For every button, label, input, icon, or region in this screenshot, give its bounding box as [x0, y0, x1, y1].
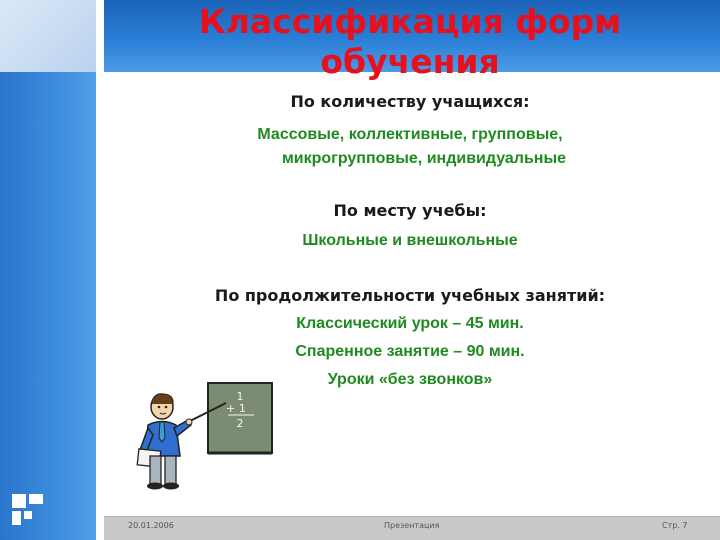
square-1 — [12, 494, 26, 508]
decorative-squares — [12, 494, 44, 526]
section-text-duration-line2: Спаренное занятие – 90 мин. — [295, 343, 525, 360]
section-heading-duration: По продолжительности учебных занятий: — [214, 286, 606, 305]
section-text-place: Школьные и внешкольные — [302, 232, 518, 249]
section-text-duration-line1: Классический урок – 45 мин. — [296, 315, 524, 332]
top-left-panel — [0, 0, 96, 72]
slide-title — [120, 2, 700, 82]
teacher-figure — [137, 394, 192, 490]
square-3 — [12, 511, 21, 525]
left-sidebar-bar — [0, 0, 104, 540]
board-text-1: 1 — [236, 390, 244, 403]
section-text-quantity-line2: микрогрупповые, индивидуальные — [281, 150, 567, 167]
section-heading-place: По месту учебы: — [333, 201, 487, 220]
section-text-quantity-line1: Массовые, коллективные, групповые, — [257, 126, 563, 143]
footer-presentation-label: Презентация — [384, 521, 440, 530]
slide-title-line-2: обучения — [320, 42, 500, 81]
chalkboard — [208, 383, 272, 453]
left-stripe — [96, 0, 104, 540]
square-4 — [24, 511, 32, 519]
board-text-2: + 1 — [226, 402, 246, 415]
board-text-3: 2 — [236, 417, 244, 430]
slide-content — [140, 90, 680, 389]
square-2 — [29, 494, 43, 504]
footer-date: 20.01.2006 — [128, 521, 174, 530]
footer-page-number: Стр. 7 — [662, 521, 688, 530]
section-heading-quantity: По количеству учащихся: — [290, 92, 530, 111]
slide-title-line-1: Классификация форм — [198, 2, 622, 41]
teacher-illustration — [130, 380, 280, 496]
section-text-duration-line3: Уроки «без звонков» — [327, 371, 493, 388]
